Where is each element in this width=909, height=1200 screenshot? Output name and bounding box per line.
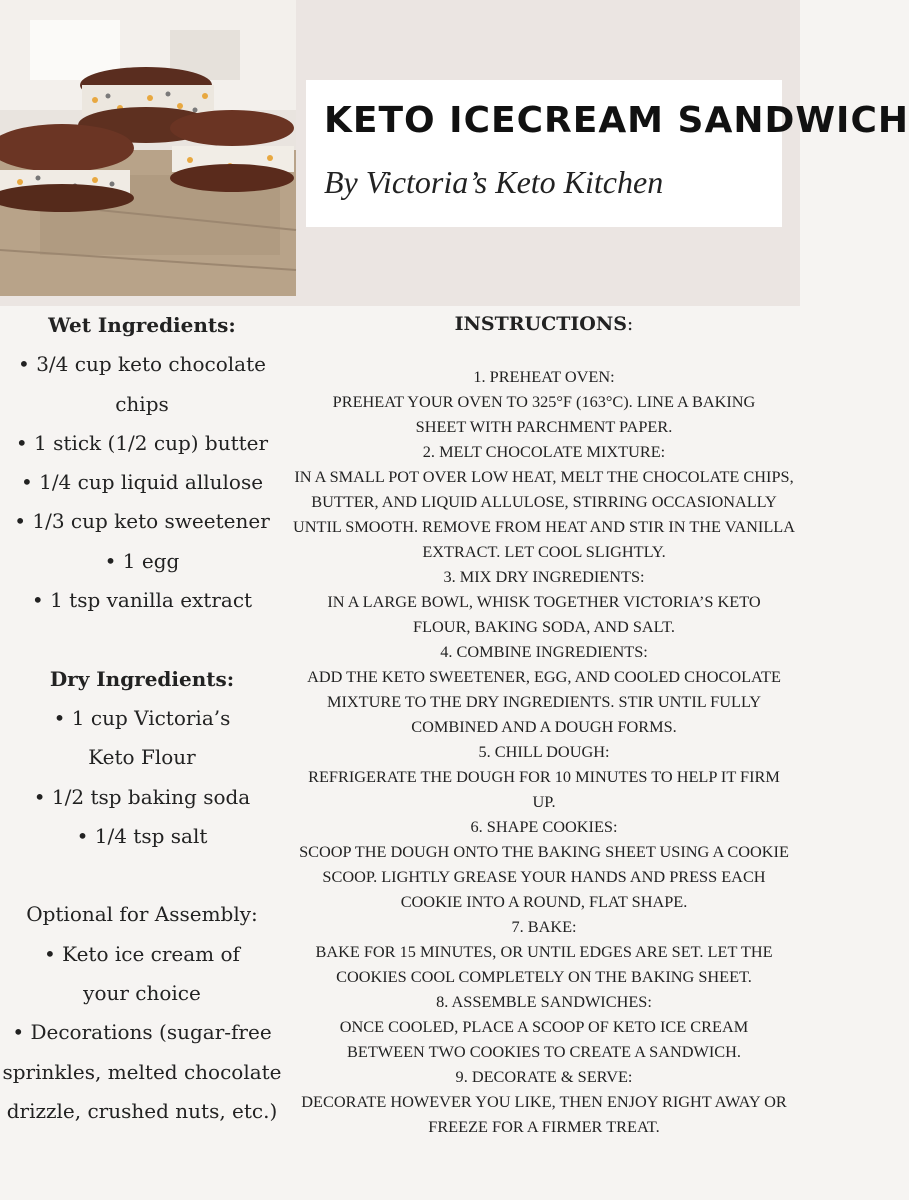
- optional-assembly-heading: Optional for Assembly:: [26, 902, 258, 927]
- ingredient-item: • 1/4 cup liquid allulose: [20, 470, 264, 495]
- step-title: 1. PREHEAT OVEN:: [473, 367, 615, 386]
- ingredient-item: • 3/4 cup keto chocolate chips: [18, 352, 266, 416]
- ingredient-item: • 1 cup Victoria’s Keto Flour: [53, 705, 231, 770]
- ingredient-item: • 1 stick (1/2 cup) butter: [15, 430, 269, 455]
- title-box: [306, 80, 909, 227]
- dry-ingredients-heading: Dry Ingredients:: [49, 666, 235, 691]
- instructions-heading-text: INSTRUCTIONS: [454, 313, 627, 335]
- wet-ingredients-heading: Wet Ingredients:: [48, 313, 236, 337]
- ingredient-item: • 1 tsp vanilla extract: [31, 588, 253, 613]
- ingredient-item: • Keto ice cream of your choice: [44, 941, 240, 1006]
- step-text: REFRIGERATE THE DOUGH FOR 10 MINUTES TO HELP IT FIRM UP.: [308, 767, 780, 811]
- step-text: PREHEAT YOUR OVEN TO 325°F (163°C). LINE A BAKING SHEET WITH PARCHMENT PAPER.: [332, 392, 756, 436]
- ingredient-item: • 1/2 tsp baking soda: [33, 784, 251, 809]
- ingredient-item: • 1 egg: [104, 548, 180, 573]
- step-title: 3. MIX DRY INGREDIENTS:: [443, 567, 645, 586]
- ice-cream-sandwich-photo: [0, 0, 296, 296]
- step-title: 8. ASSEMBLE SANDWICHES:: [436, 992, 652, 1011]
- instructions-heading: [288, 310, 800, 338]
- wet-ingredients-list: [0, 345, 284, 620]
- recipe-byline: By Victoria’s Keto Kitchen: [324, 164, 664, 200]
- step-text: ONCE COOLED, PLACE A SCOOP OF KETO ICE CREAM BETWEEN TWO COOKIES TO CREATE A SANDWICH.: [339, 1017, 749, 1061]
- header-band: [0, 0, 909, 306]
- step-title: 5. CHILL DOUGH:: [478, 742, 610, 761]
- step-text: SCOOP THE DOUGH ONTO THE BAKING SHEET USING A COOKIE SCOOP. LIGHTLY GREASE YOUR HANDS AND PRESS EACH COOKIE INTO A ROUND, FLAT SHAPE.: [299, 842, 789, 911]
- instructions-steps: [288, 364, 800, 1139]
- dry-ingredients-list: [0, 699, 284, 856]
- optional-assembly-list: [0, 935, 284, 1131]
- step-title: 9. DECORATE & SERVE:: [455, 1067, 633, 1086]
- ingredient-item: • Decorations (sugar-free sprinkles, melted chocolate drizzle, crushed nuts, etc.): [2, 1020, 282, 1123]
- step-title: 2. MELT CHOCOLATE MIXTURE:: [422, 442, 666, 461]
- step-title: 7. BAKE:: [511, 917, 577, 936]
- step-text: BAKE FOR 15 MINUTES, OR UNTIL EDGES ARE SET. LET THE COOKIES COOL COMPLETELY ON THE BAKING SHEET.: [315, 942, 773, 986]
- step-title: 6. SHAPE COOKIES:: [470, 817, 618, 836]
- ingredient-item: • 1/3 cup keto sweetener: [14, 509, 270, 534]
- step-title: 4. COMBINE INGREDIENTS:: [440, 642, 648, 661]
- step-text: IN A SMALL POT OVER LOW HEAT, MELT THE CHOCOLATE CHIPS, BUTTER, AND LIQUID ALLULOSE, STIRRING OCCASIONALLY UNTIL SMOOTH. REMOVE FROM HEAT AND STIR IN THE VANILLA EXTRACT. LET COOL SLIGHTLY.: [292, 467, 795, 561]
- recipe-title: KETO ICECREAM SANDWICH: [324, 100, 909, 141]
- step-text: DECORATE HOWEVER YOU LIKE, THEN ENJOY RIGHT AWAY OR FREEZE FOR A FIRMER TREAT.: [301, 1092, 787, 1136]
- step-text: ADD THE KETO SWEETENER, EGG, AND COOLED CHOCOLATE MIXTURE TO THE DRY INGREDIENTS. STIR UNTIL FULLY COMBINED AND A DOUGH FORMS.: [307, 667, 781, 736]
- step-text: IN A LARGE BOWL, WHISK TOGETHER VICTORIA’S KETO FLOUR, BAKING SODA, AND SALT.: [327, 592, 761, 636]
- instructions-column: [288, 306, 800, 1139]
- ingredients-column: [0, 306, 284, 1131]
- ingredient-item: • 1/4 tsp salt: [76, 823, 208, 848]
- instructions-heading-colon: :: [626, 313, 634, 335]
